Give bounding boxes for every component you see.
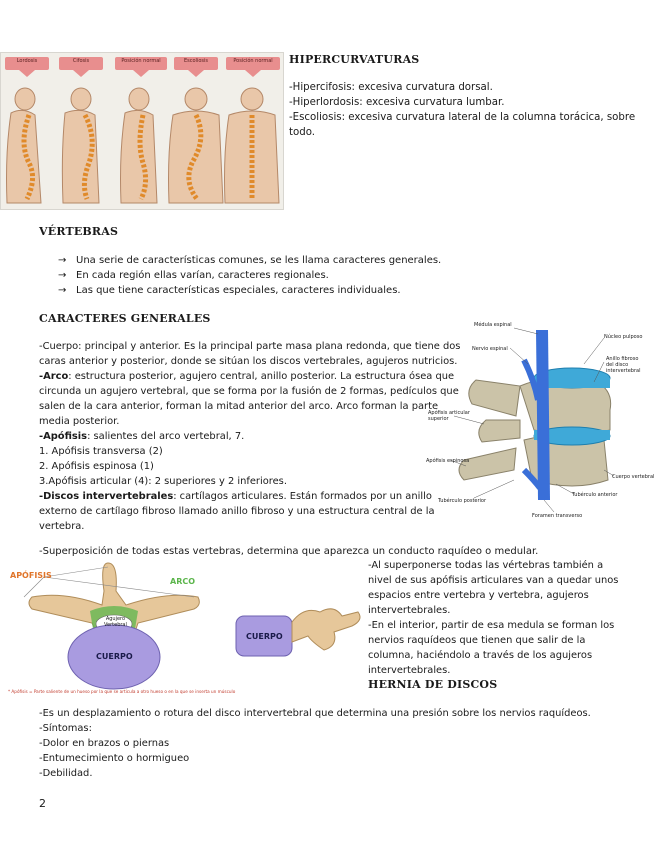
text-line — [39, 369, 469, 384]
text-line: salen de la cara anterior, forman la mitad anterior del arco. Arco forman la parte — [39, 401, 439, 412]
vertebras-list — [58, 253, 478, 298]
figure-label: Anillo fibroso — [606, 356, 639, 362]
text-line: -Hipercifosis: excesiva curvatura dorsal. — [289, 82, 493, 93]
figure-label: Tubérculo posterior — [438, 498, 487, 504]
text-line: caras anterior y posterior, donde se sitúan los discos vertebrales, agujeros nutricios. — [39, 356, 458, 367]
text-span: : cartílagos articulares. Están formados por un anillo — [173, 491, 432, 502]
text-line: intervertebrales. — [368, 665, 451, 676]
arrow-icon: → — [58, 270, 67, 281]
figure-label: Cuerpo vertebral — [612, 474, 655, 480]
figure-label: Apófisis articular — [428, 410, 470, 416]
vertebra-3d-illustration — [424, 320, 655, 525]
apofisis-figure-label: APÓFISIS — [10, 571, 52, 580]
text-line: -Síntomas: — [39, 723, 92, 734]
hernia-text — [39, 706, 639, 781]
text-line — [39, 489, 469, 504]
text-line: nervios raquídeos que tienen que salir de la — [368, 635, 586, 646]
text-line — [39, 429, 469, 444]
apofisis-label: -Apófisis — [39, 431, 88, 442]
text-line: -En el interior, partir de esa medula se forman los — [368, 620, 615, 631]
vertebra-side-figure — [234, 602, 364, 662]
text-line: 2. Apófisis espinosa (1) — [39, 461, 154, 472]
hipercurvaturas-heading: HIPERCURVATURAS — [289, 53, 420, 66]
arrow-icon: → — [58, 285, 67, 296]
list-item — [58, 268, 478, 283]
figure-label: Médula espinal — [474, 322, 512, 328]
arco-figure-label: ARCO — [170, 577, 196, 586]
spine-label: Posición normal — [121, 58, 161, 64]
cuerpo-side-label: CUERPO — [246, 632, 283, 641]
text-line: vertebra. — [39, 521, 85, 532]
cuerpo-figure-label: CUERPO — [96, 652, 133, 661]
text-line: -Cuerpo: principal y anterior. Es la principal parte masa plana redonda, que tiene dos — [39, 341, 461, 352]
spine-label: Escoliosis — [183, 58, 208, 64]
figure-label: Núcleo pulposo — [604, 334, 643, 340]
figure-label-group — [606, 356, 640, 374]
text-line: externo de cartílago fibroso llamado anillo fibroso y una estructura central de la — [39, 506, 435, 517]
figure-label-group — [428, 410, 470, 422]
vertebra-top-figure — [8, 561, 236, 699]
caracteres-heading: CARACTERES GENERALES — [39, 312, 211, 325]
text-line: media posterior. — [39, 416, 120, 427]
text-line: columna, haciéndolo a través de los agujeros — [368, 650, 593, 661]
text-line: nivel de sus apófisis articulares van a quedar unos — [368, 575, 619, 586]
text-line: circunda un agujero vertebral, que se forma por la fusión de 2 formas, pedículos que — [39, 386, 459, 397]
figure-label: Vertebral — [104, 622, 127, 628]
text-line: 3.Apófisis articular (4): 2 superiores y 2 inferiores. — [39, 476, 287, 487]
spine-label: Cifosis — [72, 58, 90, 64]
list-item-text: Las que tiene características especiales, caracteres individuales. — [76, 285, 401, 296]
list-item — [58, 253, 478, 268]
vertebra-3d-figure — [424, 320, 655, 525]
text-line: todo. — [289, 127, 315, 138]
figure-label: Apófisis espinosa — [426, 458, 470, 464]
figure-label: Tubérculo anterior — [572, 492, 618, 498]
hipercurvaturas-text — [289, 80, 639, 140]
vertebras-heading: VÉRTEBRAS — [39, 225, 119, 238]
text-line: intervertebrales. — [368, 605, 451, 616]
figure-label: superior — [428, 416, 449, 422]
list-item — [58, 283, 478, 298]
text-line: -Es un desplazamiento o rotura del disco intervertebral que determina una presión sobre los nervios raquídeos. — [39, 708, 591, 719]
figure-label: Nervio espinal — [472, 346, 508, 352]
arrow-icon: → — [58, 255, 67, 266]
discos-label: -Discos intervertebrales — [39, 491, 174, 502]
figure-caption: * Apófisis = Parte saliente de un hueso por la que se articula a otro hueso o en la que se inserta un músculo — [8, 689, 236, 694]
text-span: : salientes del arco vertebral, 7. — [87, 431, 245, 442]
text-line: espacios entre vertebra y vertebra, agujeros — [368, 590, 589, 601]
arco-label: -Arco — [39, 371, 69, 382]
figure-label: Agujero — [105, 616, 126, 622]
text-line: -Debilidad. — [39, 768, 93, 779]
superposicion-line: -Superposición de todas estas vertebras, determina que aparezca un conducto raquídeo o medular. — [39, 546, 539, 557]
text-line: -Escoliosis: excesiva curvatura lateral de la columna torácica, sobre — [289, 112, 636, 123]
text-line: -Entumecimiento o hormigueo — [39, 753, 190, 764]
agujero-figure-label — [104, 616, 127, 628]
caracteres-text — [39, 339, 469, 534]
text-line: -Hiperlordosis: excesiva curvatura lumbar. — [289, 97, 505, 108]
spine-curvature-figure — [0, 52, 284, 210]
spine-label: Posición normal — [233, 58, 273, 64]
list-item-text: Una serie de características comunes, se les llama caracteres generales. — [76, 255, 442, 266]
text-span: : estructura posterior, agujero central, anillo posterior. La estructura ósea que — [68, 371, 455, 382]
list-item-text: En cada región ellas varían, caracteres regionales. — [76, 270, 329, 281]
text-line: -Dolor en brazos o piernas — [39, 738, 170, 749]
figure-label: intervertebral — [606, 368, 641, 374]
figure-label: Foramen transverso — [532, 513, 583, 519]
figure-label: del disco — [606, 362, 629, 368]
hernia-heading: HERNIA DE DISCOS — [368, 678, 498, 691]
superposicion-text — [368, 558, 648, 678]
text-line: -Al superponerse todas las vértebras también a — [368, 560, 604, 571]
text-line: 1. Apófisis transversa (2) — [39, 446, 163, 457]
spine-curvature-illustration — [1, 53, 283, 209]
page-number: 2 — [39, 797, 46, 810]
spine-label: Lordosis — [16, 58, 38, 64]
